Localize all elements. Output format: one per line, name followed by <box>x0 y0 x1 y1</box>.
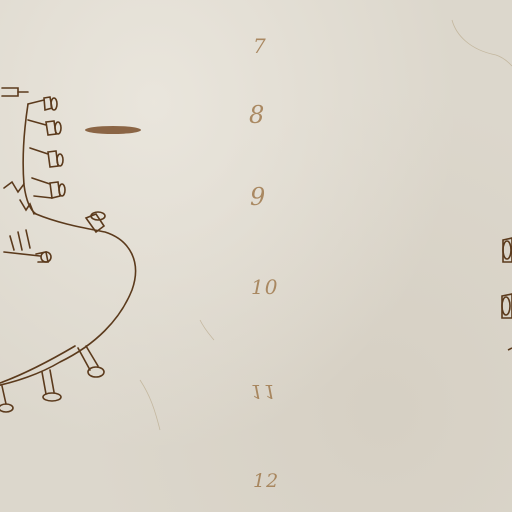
left-sketch <box>0 88 136 412</box>
margin-number-8: 8 <box>249 101 266 129</box>
margin-number-7: 7 <box>253 34 267 58</box>
pencil-marks <box>140 20 512 430</box>
margin-number-11: 11 <box>251 380 278 402</box>
right-edge-sketch <box>502 238 512 350</box>
margin-number-9: 9 <box>250 183 267 211</box>
margin-number-10: 10 <box>251 275 279 299</box>
ink-smudge <box>85 126 141 134</box>
margin-number-12: 12 <box>253 470 280 492</box>
